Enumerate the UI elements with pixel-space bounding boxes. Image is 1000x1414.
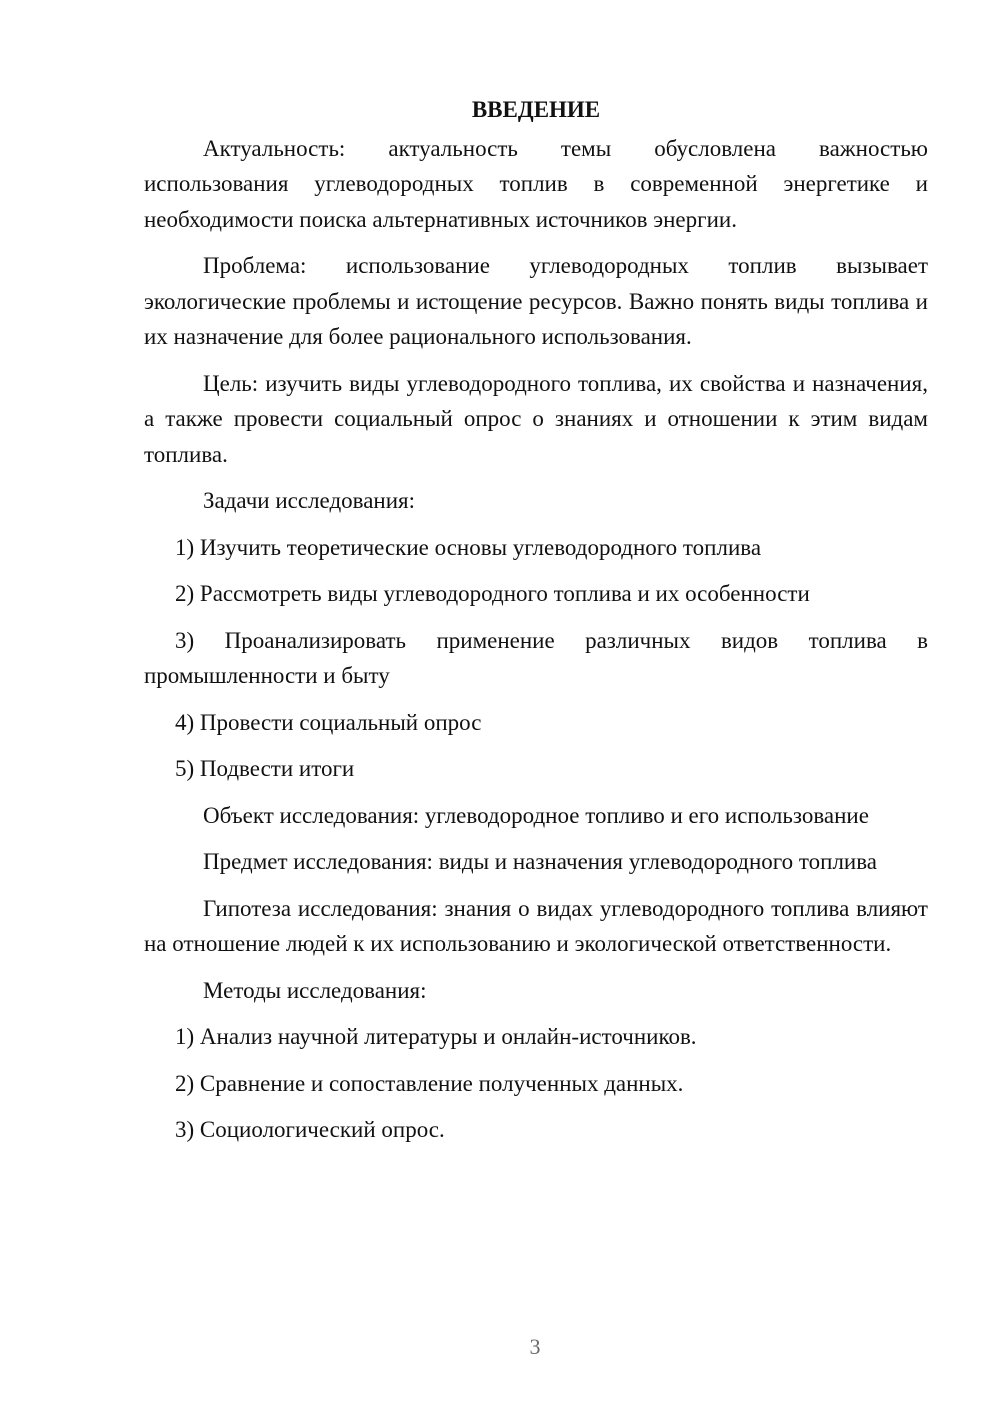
relevance-paragraph: Актуальность: актуальность темы обусловлена важностью использования углеводородных топлив в современной энергетике и необходимости поиска альтернативных источников энергии. (144, 135, 928, 232)
object-paragraph: Объект исследования: углеводородное топливо и его использование (203, 802, 869, 828)
goal-paragraph: Цель: изучить виды углеводородного топлива, их свойства и назначения, а также провести социальный опрос о знаниях и отношении к этим видам топлива. (144, 370, 928, 467)
task-item: 1) Изучить теоретические основы углеводородного топлива (175, 534, 762, 560)
subject-paragraph: Предмет исследования: виды и назначения углеводородного топлива (203, 849, 878, 874)
tasks-heading: Задачи исследования: (203, 488, 416, 513)
document-body (144, 92, 928, 1159)
task-item: 5) Подвести итоги (175, 756, 355, 781)
method-item: 3) Социологический опрос. (175, 1117, 445, 1142)
page-title: ВВЕДЕНИЕ (471, 97, 601, 122)
method-item: 2) Сравнение и сопоставление полученных данных. (175, 1070, 684, 1096)
problem-paragraph: Проблема: использование углеводородных топлив вызывает экологические проблемы и истощение ресурсов. Важно понять виды топлива и их назначение для более рационального использования. (144, 253, 928, 349)
methods-heading: Методы исследования: (203, 977, 427, 1003)
task-item: 2) Рассмотреть виды углеводородного топлива и их особенности (175, 581, 810, 606)
method-item: 1) Анализ научной литературы и онлайн-источников. (175, 1024, 697, 1049)
task-item: 4) Провести социальный опрос (175, 709, 482, 735)
task-item: 3) Проанализировать применение различных видов топлива в промышленности и быту (144, 627, 928, 688)
page-number: 3 (529, 1334, 541, 1359)
hypothesis-paragraph: Гипотеза исследования: знания о видах углеводородного топлива влияют на отношение людей к их использованию и экологической ответственности. (144, 895, 928, 956)
